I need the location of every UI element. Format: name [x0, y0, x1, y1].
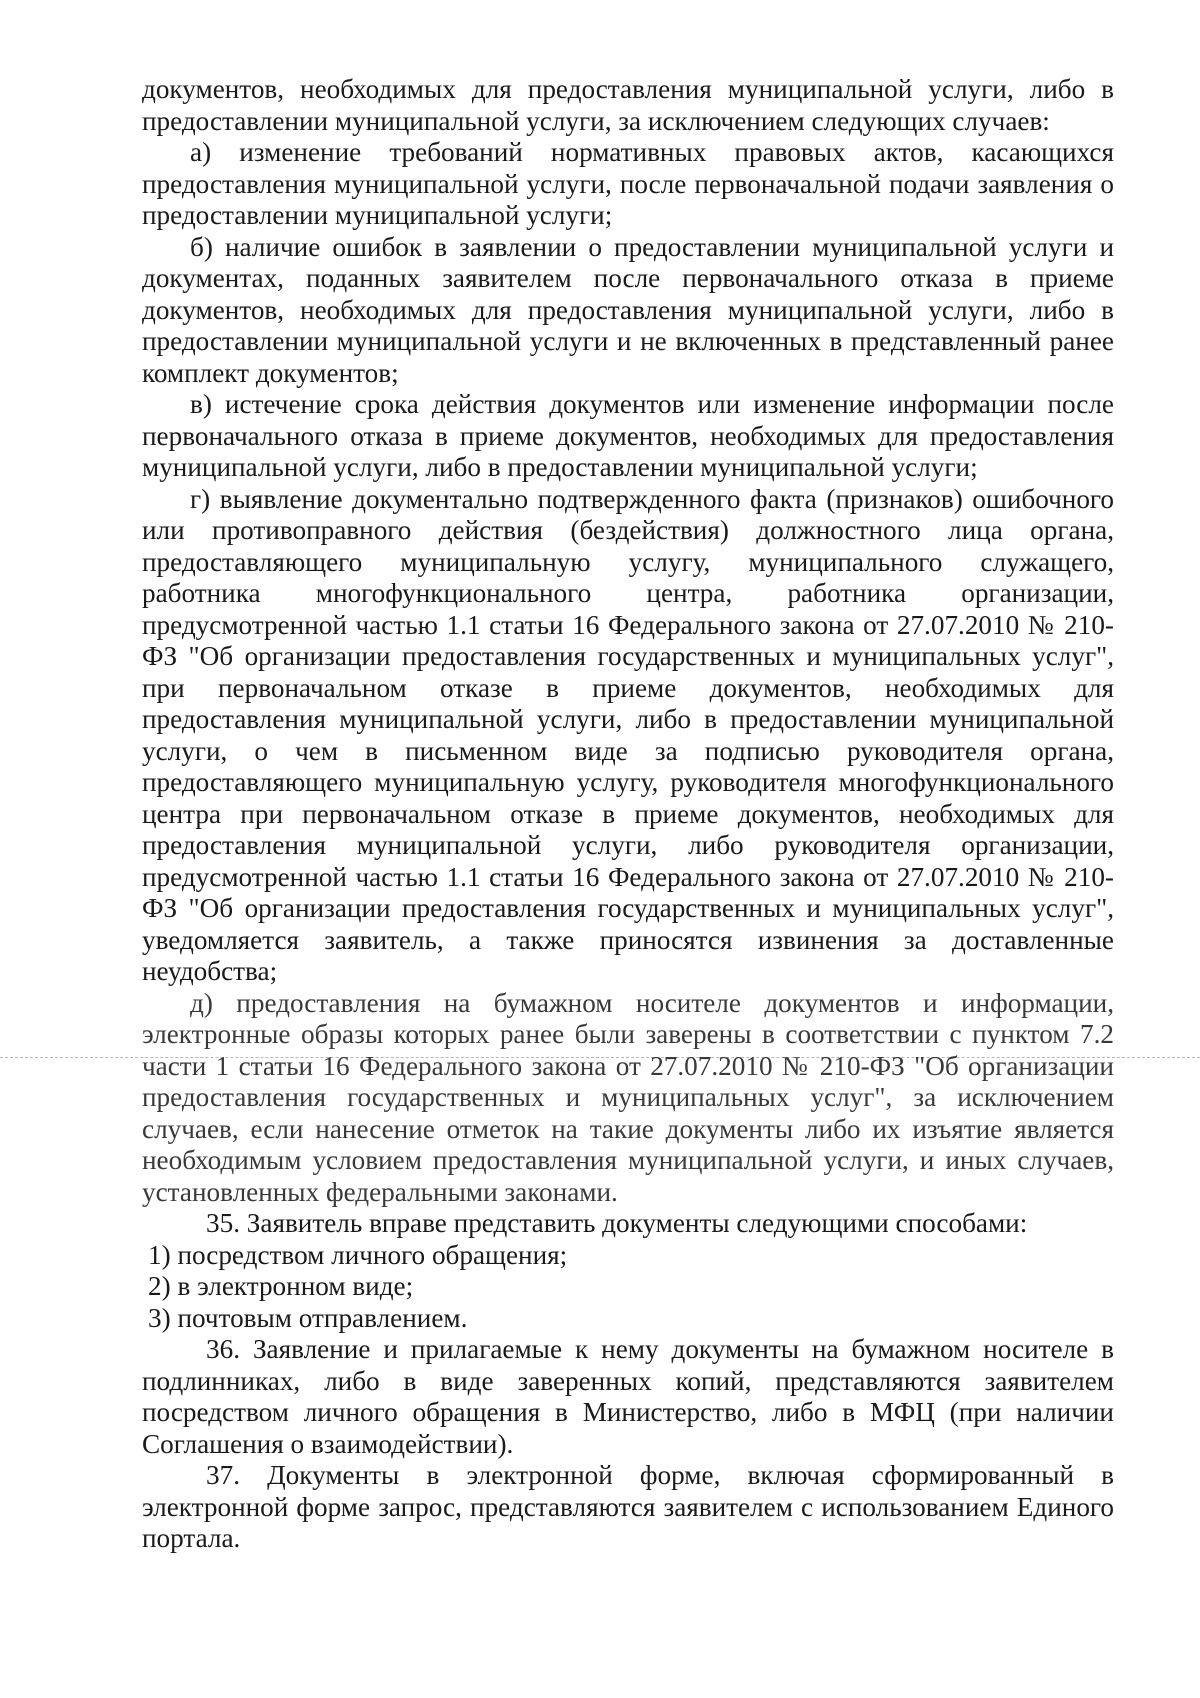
paragraph-item-a: а) изменение требований нормативных правовых актов, касающихся предоставления муниципальной услуги, после первоначальной подачи заявления о предоставлении муниципальной услуги; — [142, 137, 1114, 230]
list-item-3: 3) почтовым отправлением. — [148, 1302, 468, 1333]
paragraph-item-b: б) наличие ошибок в заявлении о предоставлении муниципальной услуги и документах, поданных заявителем после первоначального отказа в приеме документов, необходимых для предоставления муниципальной услуги, либо в предоставлении муниципальной услуги и не включенных в представленный ранее комплект документов; — [142, 231, 1114, 388]
list-item-1: 1) посредством личного обращения; — [148, 1239, 568, 1270]
paragraph-item-v: в) истечение срока действия документов или изменение информации после первоначального отказа в приеме документов, необходимых для предоставления муниципальной услуги, либо в предоставлении муниципальной услуги; — [142, 389, 1114, 482]
paragraph-36: 36. Заявление и прилагаемые к нему документы на бумажном носителе в подлинниках, либо в виде заверенных копий, представляются заявителем посредством личного обращения в Министерство, либо в МФЦ (при наличии Соглашения о взаимодействии). — [142, 1334, 1114, 1459]
paragraph-35: 35. Заявитель вправе представить документы следующими способами: — [206, 1208, 1028, 1238]
list-item-2: 2) в электронном виде; — [148, 1271, 414, 1301]
paragraph-37: 37. Документы в электронной форме, включая сформированный в электронной форме запрос, представляются заявителем с использованием Единого портала. — [142, 1460, 1114, 1553]
document-body — [142, 74, 1114, 1555]
paragraph-item-d: д) предоставления на бумажном носителе документов и информации, электронные образы которых ранее были заверены в соответствии с пунктом 7.2 части 1 статьи 16 Федерального закона от 27.07.2010 № 210-ФЗ "Об организации предоставления государственных и муниципальных услуг", за исключением случаев, если нанесение отметок на такие документы либо их изъятие является необходимым условием предоставления муниципальной услуги, и иных случаев, установленных федеральными законами. — [142, 987, 1114, 1207]
paragraph-intro: документов, необходимых для предоставления муниципальной услуги, либо в предоставлении муниципальной услуги, за исключением следующих случаев: — [142, 74, 1114, 136]
paragraph-item-g: г) выявление документально подтвержденного факта (признаков) ошибочного или противоправного действия (бездействия) должностного лица органа, предоставляющего муниципальную услугу, муниципального служащего, работника многофункционального центра, работника организации, предусмотренной частью 1.1 статьи 16 Федерального закона от 27.07.2010 № 210-ФЗ "Об организации предоставления государственных и муниципальных услуг", при первоначальном отказе в приеме документов, необходимых для предоставления муниципальной услуги, либо в предоставлении муниципальной услуги, о чем в письменном виде за подписью руководителя органа, предоставляющего муниципальную услугу, руководителя многофункционального центра при первоначальном отказе в приеме документов, необходимых для предоставления муниципальной услуги, либо руководителя организации, предусмотренной частью 1.1 статьи 16 Федерального закона от 27.07.2010 № 210-ФЗ "Об организации предоставления государственных и муниципальных услуг", уведомляется заявитель, а также приносятся извинения за доставленные неудобства; — [142, 483, 1114, 986]
